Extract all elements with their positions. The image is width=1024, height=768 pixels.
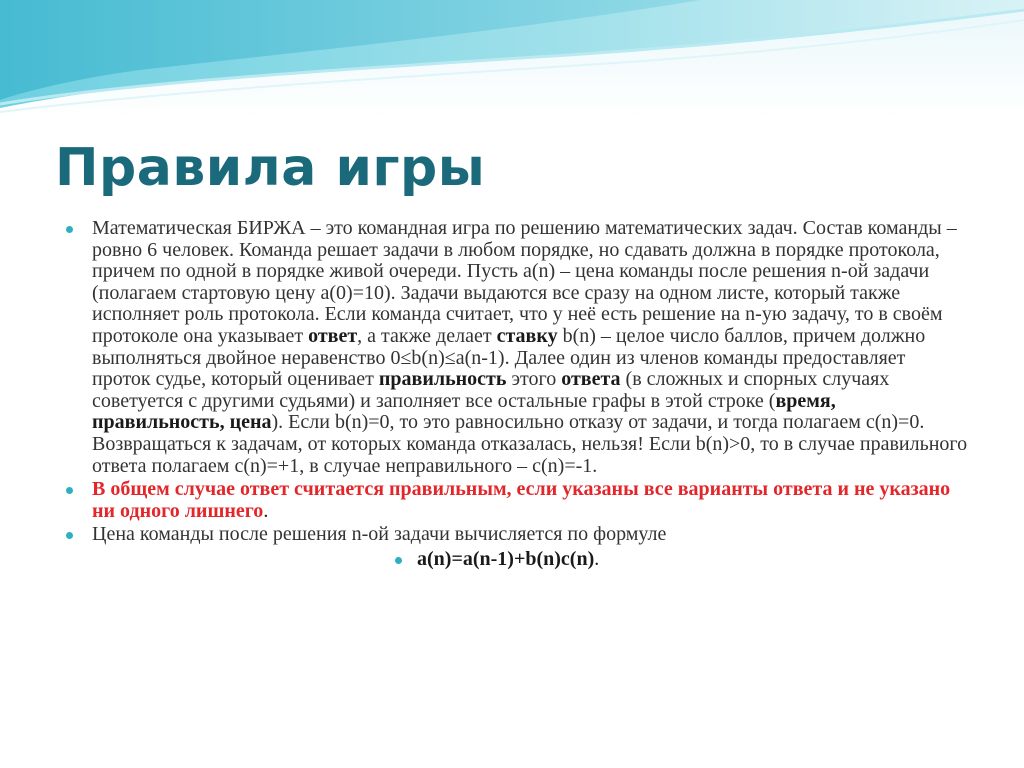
bullet-formula bbox=[395, 549, 968, 571]
rules-bold-correctness: правильность bbox=[378, 368, 507, 391]
rules-text-5: (в сложных и спорных случаях советуется с другими судьями) и заполняет все остальные графы в этой строке ( bbox=[92, 368, 890, 412]
rules-bold-bet: ставку bbox=[496, 324, 558, 347]
rules-bold-answer: ответ bbox=[308, 324, 358, 347]
rules-text-2: , а также делает bbox=[357, 324, 497, 347]
rules-text-6: ). Если b(n)=0, то это равносильно отказу от задачи, и тогда полагаем c(n)=0. Возвращаться к задачам, от которых команда отказалась, нельзя! Если b(n)>0, то в случае правильного ответа полагаем c(n)=+1, в случае неправильного – c(n)=-1. bbox=[92, 411, 968, 477]
formula-text: a(n)=a(n-1)+b(n)c(n) bbox=[417, 547, 595, 570]
correct-answer-rule-text: В общем случае ответ считается правильным, если указаны все варианты ответа и не указано ни одного лишнего bbox=[92, 478, 951, 522]
bullet-price-formula-intro bbox=[62, 524, 968, 546]
slide-content bbox=[62, 218, 968, 573]
rules-text-3: b(n) – целое число баллов, причем должно выполняться двойное неравенство 0≤b(n)≤a(n-1). Далее один из членов команды предоставляет проток судье, который оценивает bbox=[92, 324, 926, 391]
rules-text-1: Математическая БИРЖА – это командная игра по решению математических задач. Состав команды – ровно 6 человек. Команда решает задачи в любом порядке, но сдавать должна в порядке протокола, причем по одной в порядке живой очереди. Пусть a(n) – цена команды после решения n-ой задачи (полагаем стартовую цену a(0)=10). Задачи выдаются все сразу на одном листе, который также исполняет роль протокола. Если команда считает, что у неё есть решение на n-ую задачу, то в своём протоколе она указывает bbox=[92, 217, 957, 347]
rules-text-4: этого bbox=[506, 368, 562, 391]
rules-bold-answer-2: ответа bbox=[561, 368, 621, 391]
bullet-rules bbox=[62, 218, 968, 477]
bullet-correct-answer-rule bbox=[62, 479, 968, 522]
header-wave-decoration bbox=[0, 0, 1024, 120]
price-formula-intro-text: Цена команды после решения n-ой задачи вычисляется по формуле bbox=[92, 523, 667, 546]
formula-tail: . bbox=[594, 547, 600, 570]
rules-bold-fields: время, правильность, цена bbox=[92, 389, 836, 434]
slide-title: Правила игры bbox=[55, 138, 486, 198]
correct-answer-rule-tail: . bbox=[263, 499, 269, 522]
